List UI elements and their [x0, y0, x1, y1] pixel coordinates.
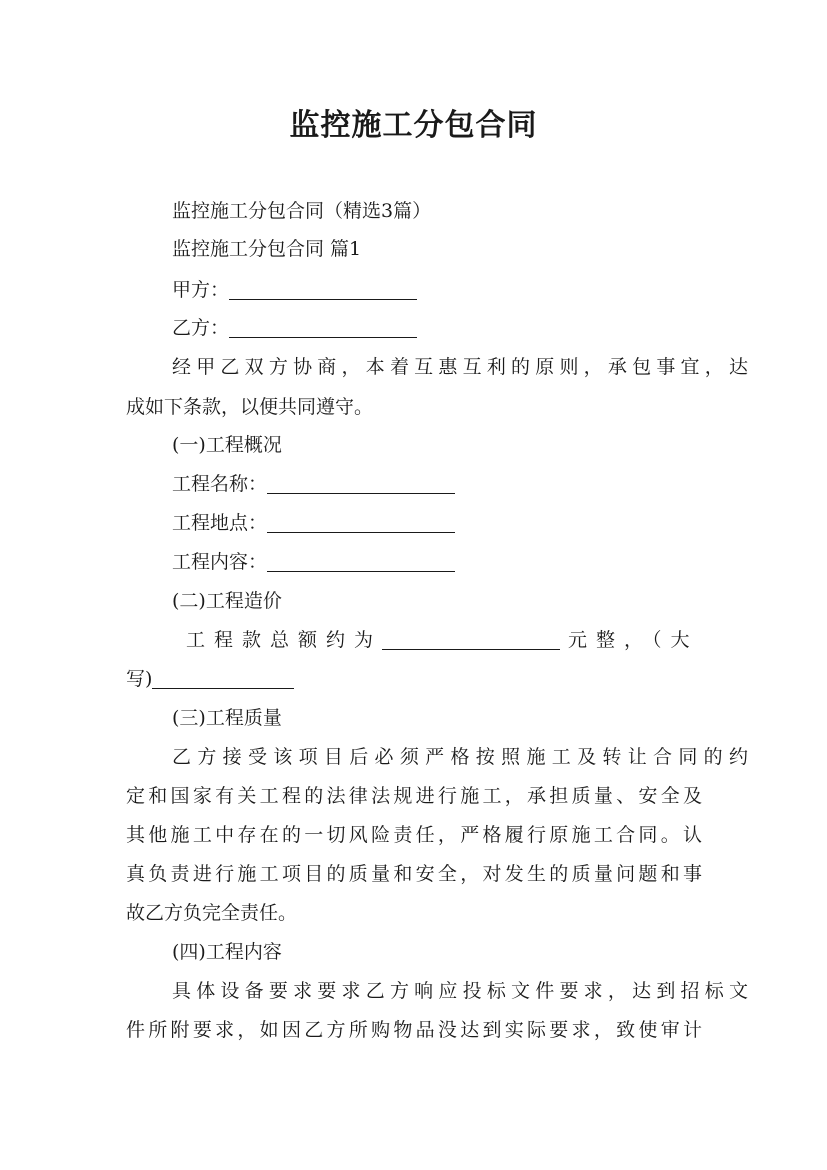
paragraph-line: 真负责进行施工项目的质量和安全，对发生的质量问题和事 — [126, 863, 702, 885]
section-heading-quality: (三)工程质量 — [172, 707, 282, 729]
article-heading: 监控施工分包合同 篇1 — [172, 238, 362, 260]
paragraph-line: 乙方接受该项目后必须严格按照施工及转让合同的约 — [172, 746, 748, 768]
paragraph-line: 具体设备要求要求乙方响应投标文件要求，达到招标文 — [172, 980, 748, 1002]
paragraph-line: 定和国家有关工程的法律法规进行施工，承担质量、安全及 — [126, 785, 702, 807]
cost-amount-line — [126, 621, 702, 659]
project-location-label: 工程地点： — [172, 512, 268, 534]
party-a-label: 甲方： — [172, 279, 230, 301]
project-location-line — [126, 504, 748, 542]
party-b-label: 乙方： — [172, 317, 230, 339]
document-title: 监控施工分包合同 — [289, 108, 538, 143]
paragraph-line: 故乙方负完全责任。 — [126, 902, 298, 924]
cost-amount-suffix: 元整，（大 — [568, 629, 699, 651]
project-name-line — [126, 465, 748, 503]
paragraph-line: 件所附要求，如因乙方所购物品没达到实际要求，致使审计 — [126, 1019, 702, 1041]
party-b-blank — [229, 317, 417, 338]
section-heading-content: (四)工程内容 — [172, 941, 282, 963]
party-b-line — [126, 309, 748, 347]
party-a-line — [126, 271, 748, 309]
project-name-blank — [267, 473, 455, 494]
paragraph-line: 其他施工中存在的一切风险责任，严格履行原施工合同。认 — [126, 824, 702, 846]
project-content-line — [126, 543, 748, 581]
project-name-label: 工程名称： — [172, 473, 268, 495]
project-content-blank — [267, 551, 455, 572]
cost-capital-blank — [152, 668, 294, 689]
paragraph-line: 经甲乙双方协商，本着互惠互利的原则，承包事宜，达 — [172, 356, 748, 378]
collection-heading: 监控施工分包合同（精选3篇） — [172, 200, 432, 222]
cost-capital-line — [126, 660, 702, 698]
cost-amount-blank — [382, 629, 560, 650]
paragraph-line: 成如下条款，以便共同遵守。 — [126, 396, 374, 418]
section-heading-cost: (二)工程造价 — [172, 590, 282, 612]
party-a-blank — [229, 279, 417, 300]
cost-capital-label: 写) — [126, 668, 153, 690]
section-heading-overview: (一)工程概况 — [172, 434, 282, 456]
project-location-blank — [267, 512, 455, 533]
project-content-label: 工程内容： — [172, 551, 268, 573]
cost-amount-label: 工程款总额约为 — [186, 629, 383, 651]
